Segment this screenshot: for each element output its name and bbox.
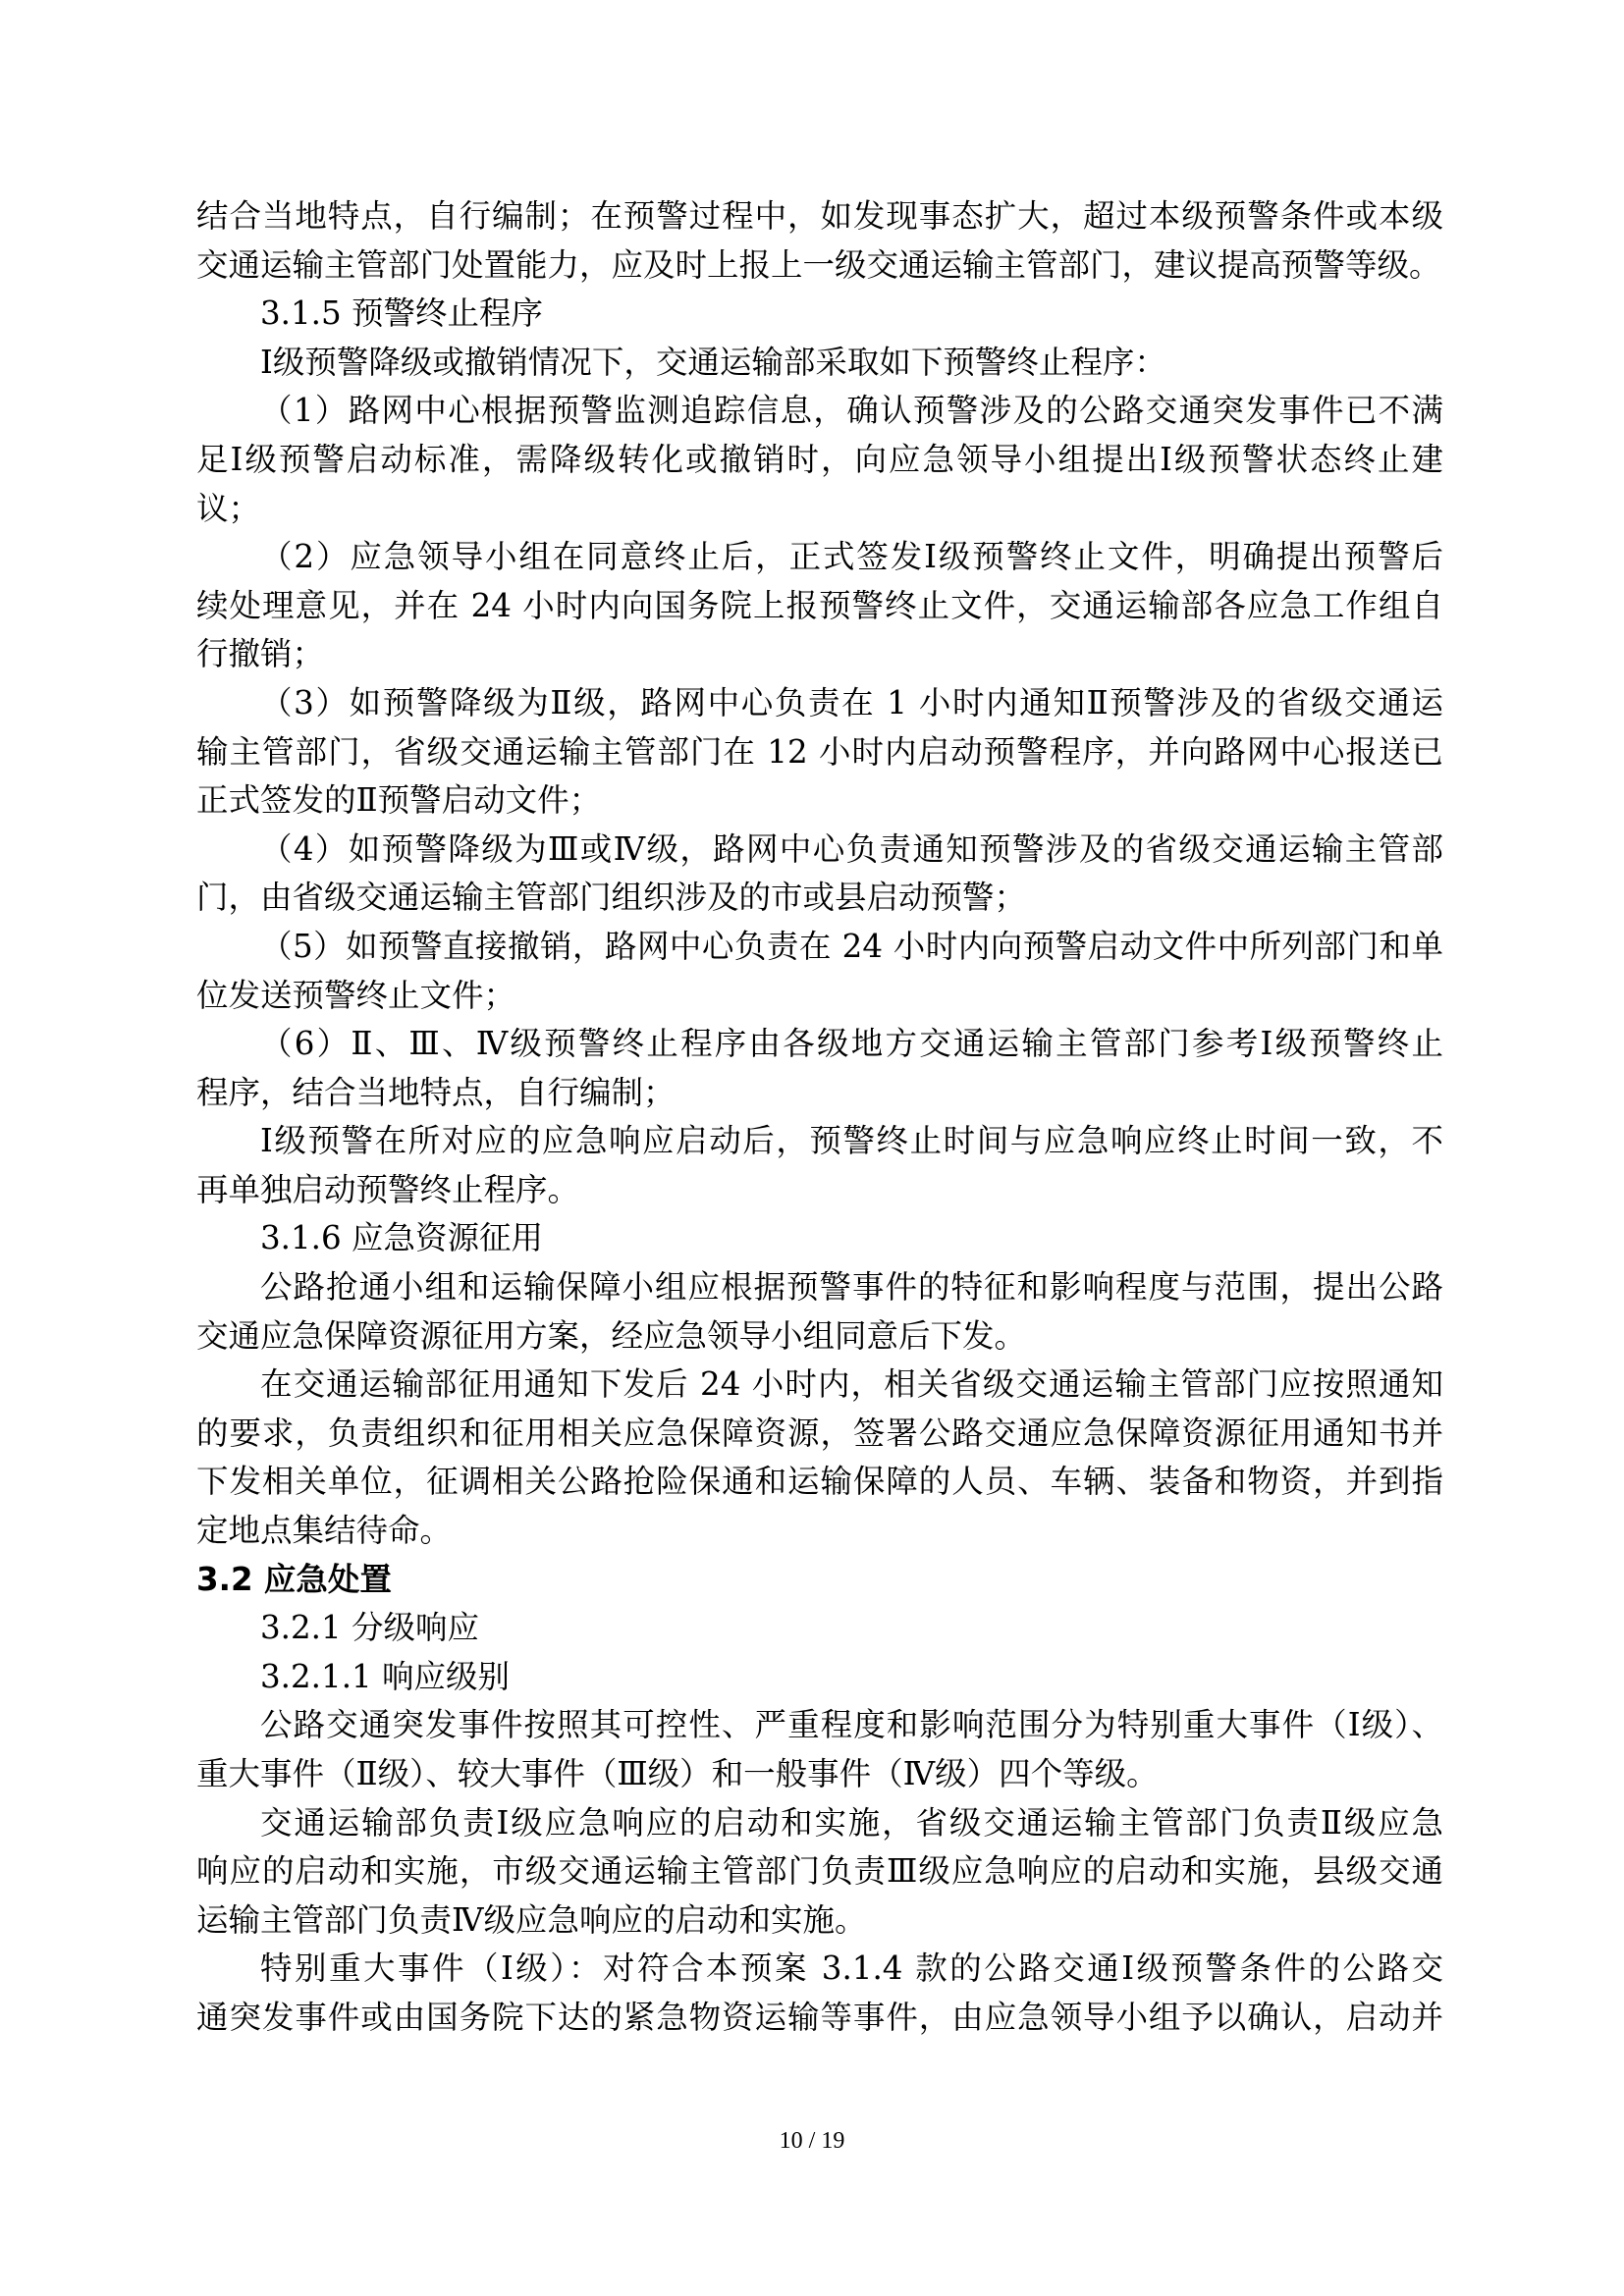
- list-item-line: 门，由省级交通运输主管部门组织涉及的市或县启动预警；: [196, 879, 1027, 917]
- list-item-line: 续处理意见，并在 24 小时内向国务院上报预警终止文件，交通运输部各应急工作组自: [196, 586, 1443, 624]
- paragraph-line: 再单独启动预警终止程序。: [196, 1170, 580, 1208]
- list-item-line: 议；: [196, 489, 261, 527]
- paragraph-line: 定地点集结待命。: [196, 1512, 453, 1550]
- document-body: [196, 192, 1443, 2043]
- list-item-line: 足Ⅰ级预警启动标准，需降级转化或撤销时，向应急领导小组提出Ⅰ级预警状态终止建: [196, 440, 1443, 478]
- paragraph-line: 特别重大事件（Ⅰ级）：对符合本预案 3.1.4 款的公路交通Ⅰ级预警条件的公路交: [260, 1949, 1443, 1988]
- paragraph-line: 通突发事件或由国务院下达的紧急物资运输等事件，由应急领导小组予以确认，启动并: [196, 1998, 1443, 2036]
- section-heading: 3.2.1 分级响应: [260, 1609, 480, 1647]
- list-item-line: （6）Ⅱ、Ⅲ、Ⅳ级预警终止程序由各级地方交通运输主管部门参考Ⅰ级预警终止: [260, 1025, 1443, 1063]
- list-item-line: （2）应急领导小组在同意终止后，正式签发Ⅰ级预警终止文件，明确提出预警后: [260, 538, 1443, 576]
- subsection-heading: 3.2.1.1 响应级别: [260, 1657, 511, 1695]
- paragraph-line: 下发相关单位，征调相关公路抢险保通和运输保障的人员、车辆、装备和物资，并到指: [196, 1463, 1443, 1501]
- paragraph-line: 交通应急保障资源征用方案，经应急领导小组同意后下发。: [196, 1316, 1027, 1355]
- paragraph-line: 重大事件（Ⅱ级）、较大事件（Ⅲ级）和一般事件（Ⅳ级）四个等级。: [196, 1755, 1159, 1792]
- paragraph-line: 公路抢通小组和运输保障小组应根据预警事件的特征和影响程度与范围，提出公路: [260, 1268, 1443, 1307]
- paragraph-line: 交通运输部负责Ⅰ级应急响应的启动和实施，省级交通运输主管部门负责Ⅱ级应急: [260, 1803, 1443, 1842]
- paragraph-line: Ⅰ级预警在所对应的应急响应启动后，预警终止时间与应急响应终止时间一致，不: [260, 1122, 1443, 1160]
- list-item-line: 输主管部门，省级交通运输主管部门在 12 小时内启动预警程序，并向路网中心报送已: [196, 732, 1443, 771]
- chapter-heading: 3.2 应急处置: [196, 1560, 392, 1598]
- paragraph-line: 响应的启动和实施，市级交通运输主管部门负责Ⅲ级应急响应的启动和实施，县级交通: [196, 1852, 1443, 1891]
- page-number: 10 / 19: [779, 2128, 845, 2154]
- paragraph-line: 公路交通突发事件按照其可控性、严重程度和影响范围分为特别重大事件（Ⅰ级）、: [260, 1706, 1443, 1744]
- list-item-line: （4）如预警降级为Ⅲ或Ⅳ级，路网中心负责通知预警涉及的省级交通运输主管部: [260, 829, 1443, 868]
- list-item-line: （5）如预警直接撤销，路网中心负责在 24 小时内向预警启动文件中所列部门和单: [260, 927, 1443, 965]
- paragraph-line: 的要求，负责组织和征用相关应急保障资源，签署公路交通应急保障资源征用通知书并: [196, 1414, 1443, 1452]
- paragraph-line: 在交通运输部征用通知下发后 24 小时内，相关省级交通运输主管部门应按照通知: [260, 1365, 1443, 1404]
- paragraph-line: Ⅰ级预警降级或撤销情况下，交通运输部采取如下预警终止程序：: [260, 343, 1166, 381]
- list-item-line: 正式签发的Ⅱ预警启动文件；: [196, 781, 602, 820]
- paragraph-line: 交通运输主管部门处置能力，应及时上报上一级交通运输主管部门，建议提高预警等级。: [196, 245, 1441, 284]
- list-item-line: 程序，结合当地特点，自行编制；: [196, 1073, 676, 1111]
- list-item-line: 行撤销；: [196, 635, 325, 673]
- paragraph-line: 结合当地特点，自行编制；在预警过程中，如发现事态扩大，超过本级预警条件或本级: [196, 197, 1443, 235]
- section-heading: 3.1.6 应急资源征用: [260, 1219, 544, 1257]
- list-item-line: （1）路网中心根据预警监测追踪信息，确认预警涉及的公路交通突发事件已不满: [260, 392, 1443, 430]
- section-heading: 3.1.5 预警终止程序: [260, 294, 544, 333]
- paragraph-line: 运输主管部门负责Ⅳ级应急响应的启动和实施。: [196, 1900, 867, 1939]
- list-item-line: 位发送预警终止文件；: [196, 976, 516, 1014]
- list-item-line: （3）如预警降级为Ⅱ级，路网中心负责在 1 小时内通知Ⅱ预警涉及的省级交通运: [260, 683, 1443, 721]
